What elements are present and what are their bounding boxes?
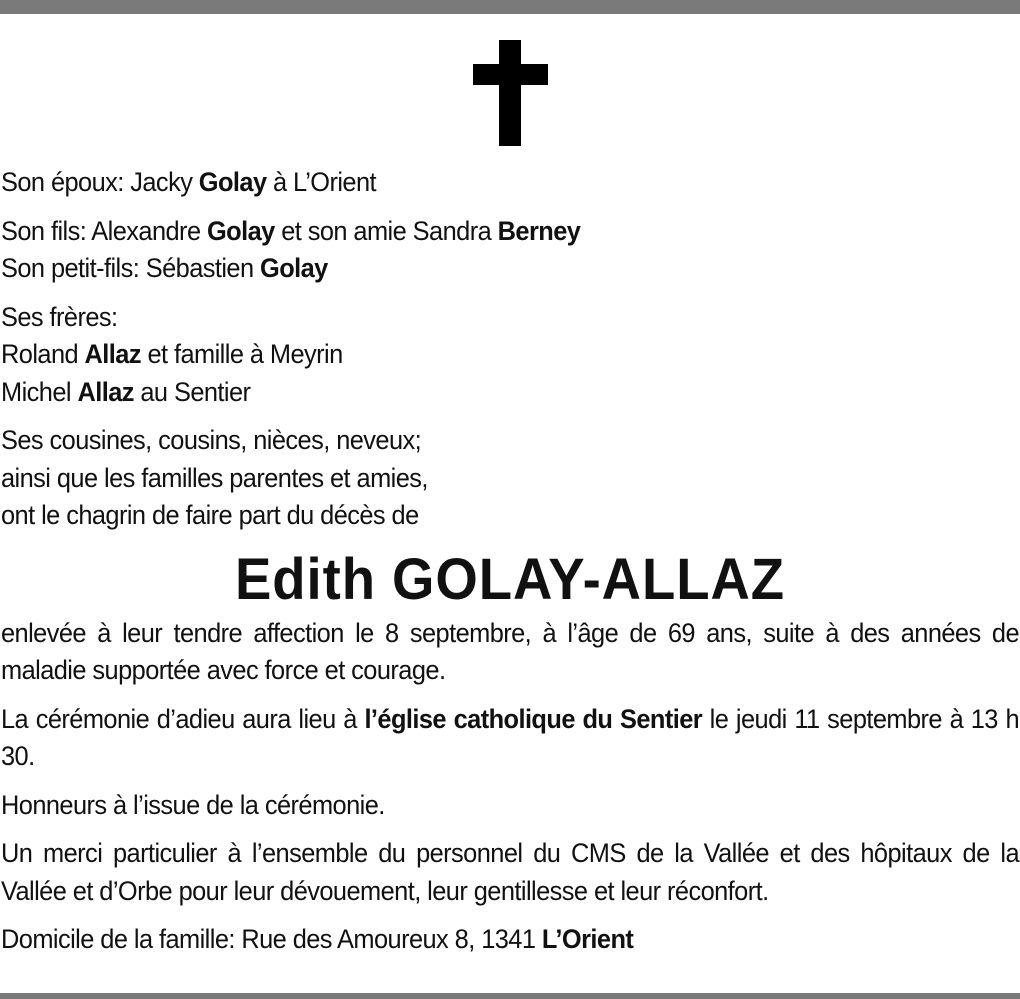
son-line: Son fils: Alexandre Golay et son amie Sandra Berney: [1, 215, 581, 246]
relatives-line-3: ont le chagrin de faire part du décès de: [1, 500, 419, 530]
brothers-heading: Ses frères:: [1, 301, 118, 332]
thanks-paragraph: Un merci particulier à l’ensemble du personnel du CMS de la Vallée et des hôpitaux de la Vallée et d’Orbe pour leur dévouement, leur gentillesse et leur réconfort.: [1, 838, 1020, 906]
passing-paragraph: enlevée à leur tendre affection le 8 septembre, à l’âge de 69 ans, suite à des années de maladie supportée avec force et courage.: [1, 617, 1020, 685]
brother-line-2: Michel Allaz au Sentier: [1, 376, 251, 407]
relatives-line-1: Ses cousines, cousins, nièces, neveux;: [1, 425, 422, 455]
cross-icon: [473, 40, 548, 146]
grandson-line: Son petit-fils: Sébastien Golay: [1, 253, 328, 283]
deceased-name: Edith GOLAY-ALLAZ: [234, 546, 786, 612]
spouse-line: Son époux: Jacky Golay à L’Orient: [1, 167, 377, 197]
brother-line-1: Roland Allaz et famille à Meyrin: [1, 339, 343, 369]
top-rule: [0, 0, 1020, 14]
relatives-line-2: ainsi que les familles parentes et amies,: [1, 462, 428, 493]
domicile-line: Domicile de la famille: Rue des Amoureux 8, 1341 L’Orient: [1, 924, 634, 954]
obituary-text: [1, 164, 1020, 959]
honours-line: Honneurs à l’issue de la cérémonie.: [1, 789, 385, 820]
ceremony-paragraph: La cérémonie d’adieu aura lieu à l’église catholique du Sentier le jeudi 11 septembre à 13 h 30.: [1, 703, 1020, 771]
bottom-rule: [0, 993, 1020, 999]
